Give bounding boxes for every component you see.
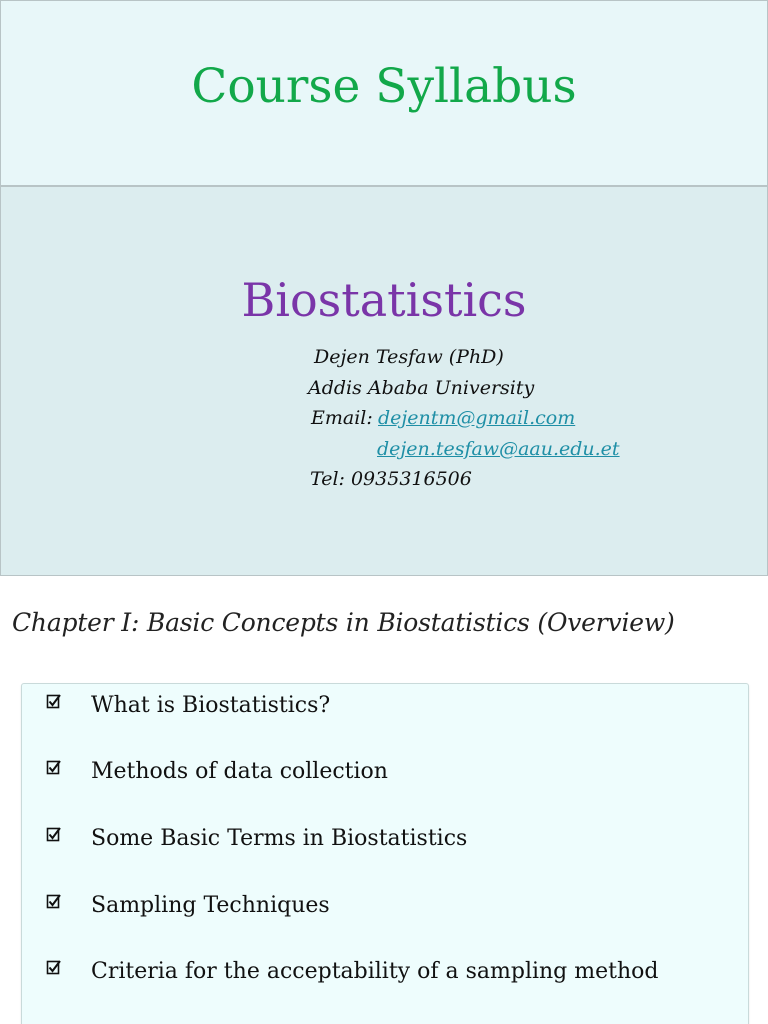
email-secondary-link[interactable]: dejen.tesfaw@aau.edu.et bbox=[377, 438, 620, 460]
list-item bbox=[22, 955, 748, 1024]
instructor-name: Dejen Tesfaw (PhD) bbox=[314, 346, 504, 368]
checkbox-checked-icon bbox=[46, 959, 62, 975]
topic-text: What is Biostatistics? bbox=[91, 693, 331, 718]
list-item bbox=[22, 689, 748, 729]
checkbox-checked-icon bbox=[46, 893, 62, 909]
title-slide bbox=[0, 0, 768, 186]
topic-text: Sampling Techniques bbox=[91, 893, 330, 918]
chapter-title: Chapter I: Basic Concepts in Biostatistics (Overview) bbox=[12, 608, 675, 637]
topic-text: Some Basic Terms in Biostatistics bbox=[91, 826, 468, 851]
checkbox-checked-icon bbox=[46, 759, 62, 775]
checkbox-checked-icon bbox=[46, 826, 62, 842]
list-item bbox=[22, 755, 748, 795]
course-title: Biostatistics bbox=[241, 273, 527, 327]
institution-name: Addis Ababa University bbox=[308, 377, 535, 399]
topics-list bbox=[21, 683, 749, 1024]
slide-title: Course Syllabus bbox=[191, 59, 577, 114]
checkbox-checked-icon bbox=[46, 693, 62, 709]
topic-text: Methods of data collection bbox=[91, 759, 388, 784]
telephone: Tel: 0935316506 bbox=[310, 468, 472, 490]
topic-text: Criteria for the acceptability of a sampling method bbox=[91, 959, 659, 984]
list-item bbox=[22, 889, 748, 929]
email-primary-link[interactable]: dejentm@gmail.com bbox=[378, 407, 576, 429]
list-item bbox=[22, 822, 748, 862]
email-label: Email: bbox=[311, 407, 373, 429]
course-info-slide bbox=[0, 186, 768, 576]
